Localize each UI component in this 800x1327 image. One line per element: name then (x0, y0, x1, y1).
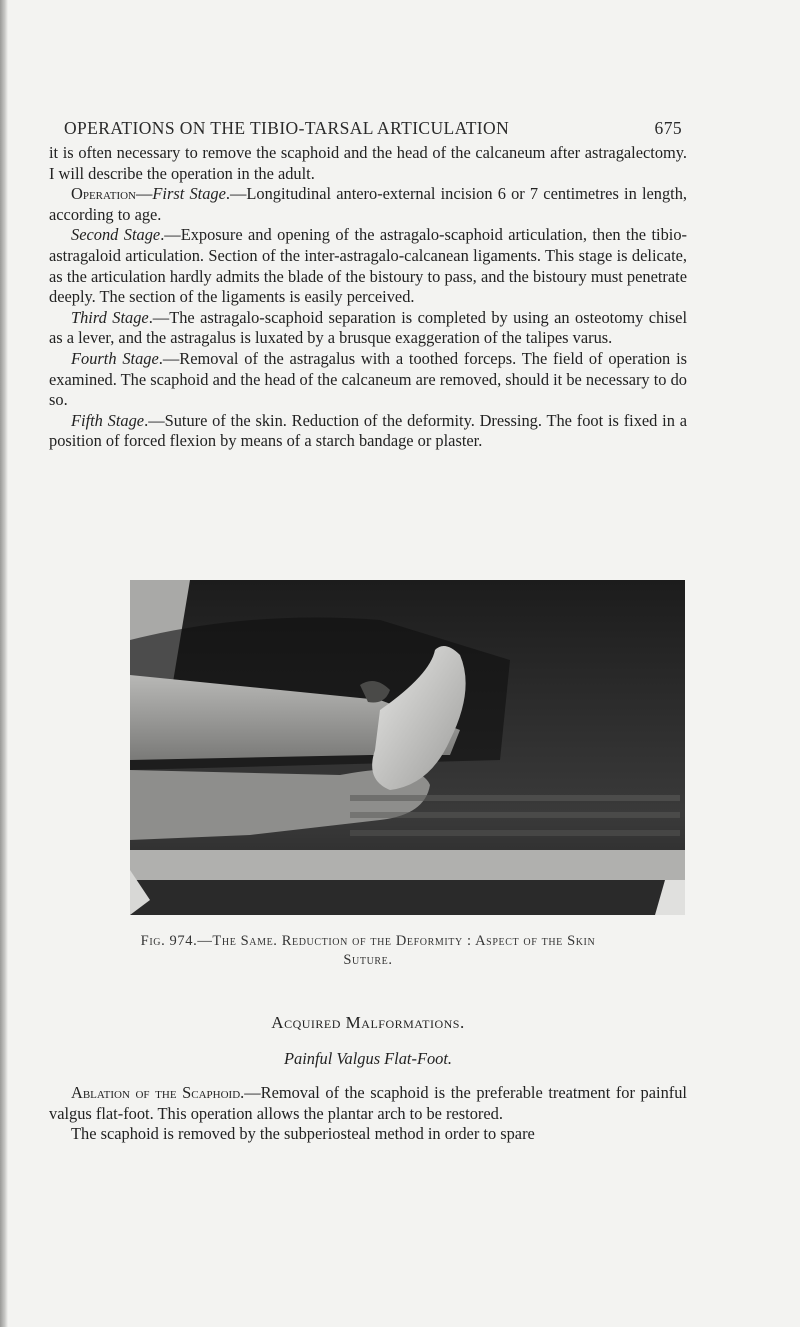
operation-lead: Operation (71, 184, 137, 204)
ablation-lead: Ablation of the Scaphoid. (71, 1083, 245, 1102)
body-text-bottom (49, 1083, 687, 1145)
caption-line-2: Suture. (343, 952, 393, 968)
paragraph-third-stage: Third Stage.—The astragalo-scaphoid separation is completed by using an osteotomy chisel as a lever, and the astragalus is luxated by a brusque exaggeration of the talipes varus. (49, 307, 688, 348)
paragraph-subperiosteal: The scaphoid is removed by the subperiosteal method in order to spare (71, 1124, 535, 1144)
paragraph-fifth-stage: Fifth Stage.—Suture of the skin. Reduction of the deformity. Dressing. The foot is fixed in a position of forced flexion by means of a starch bandage or plaster. (49, 410, 687, 451)
running-title: OPERATIONS ON THE TIBIO-TARSAL ARTICULATION (64, 118, 510, 138)
paragraph-intro: it is often necessary to remove the scaphoid and the head of the calcaneum after astragalectomy. I will describe the operation in the adult. (49, 143, 687, 183)
foot-photo-illustration (130, 580, 685, 915)
page-number: 675 (654, 118, 682, 138)
paragraph-fourth-stage: Fourth Stage.—Removal of the astragalus with a toothed forceps. The field of operation is examined. The scaphoid and the head of the calcaneum are removed, should it be necessary to do so. (49, 348, 687, 410)
figure-caption (49, 932, 687, 970)
paragraph-operation-first-stage: Operation—First Stage.—Longitudinal antero-external incision 6 or 7 centimetres in length, according to age. (49, 184, 688, 224)
caption-line-1: Fig. 974.—The Same. Reduction of the Deformity : Aspect of the Skin (140, 933, 596, 949)
third-stage-label: Third Stage (71, 307, 149, 327)
page-binding-edge (0, 0, 8, 1327)
section-title: Acquired Malformations. (271, 1013, 465, 1032)
paragraph-ablation: Ablation of the Scaphoid.—Removal of the scaphoid is the preferable treatment for painful valgus flat-foot. This operation allows the plantar arch to be restored. (49, 1083, 687, 1123)
paragraph-second-stage: Second Stage.—Exposure and opening of the astragalo-scaphoid articulation, then the tibio-astragaloid articulation. Section of the inter-astragalo-calcanean ligaments. This stage is delicate, as the articulation hardly admits the blade of the bistoury to pass, and the bistoury must penetrate deeply. The section of the ligaments is easily perceived. (49, 225, 688, 307)
fifth-stage-label: Fifth Stage (71, 410, 145, 430)
subsection-title: Painful Valgus Flat-Foot. (284, 1049, 452, 1068)
second-stage-label: Second Stage (71, 225, 161, 245)
running-header (64, 118, 682, 139)
figure-photograph (130, 580, 685, 915)
fourth-stage-label: Fourth Stage (71, 348, 159, 368)
body-text-top (49, 143, 687, 452)
first-stage-label: First Stage (152, 184, 226, 204)
